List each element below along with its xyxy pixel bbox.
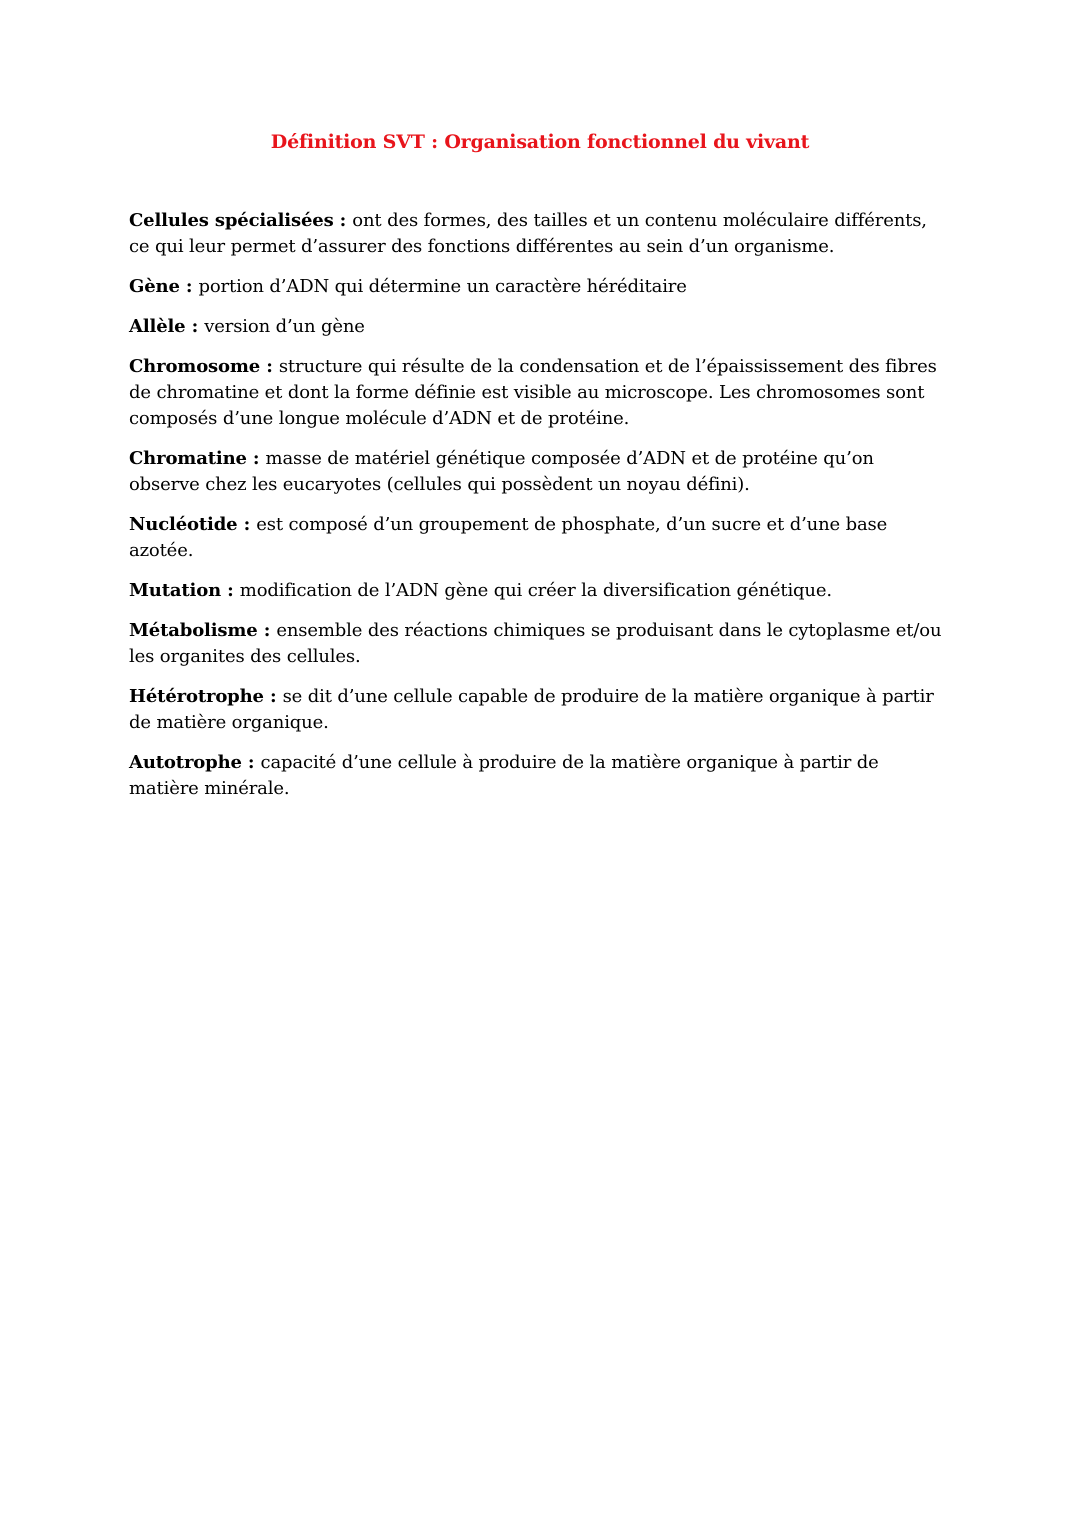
definition-term: Chromosome (129, 356, 261, 377)
definition-term: Allèle (129, 316, 186, 337)
definition-separator: : (221, 580, 240, 601)
definition-text: ensemble des réactions chimiques se produisant dans le cytoplasme et/ou les organites des cellules. (129, 620, 942, 667)
definition-item (129, 684, 949, 736)
definition-separator: : (263, 686, 283, 707)
definition-item (129, 354, 949, 432)
definition-separator: : (257, 620, 277, 641)
definition-term: Autotrophe (129, 752, 242, 773)
definition-text: masse de matériel génétique composée d’ADN et de protéine qu’on observe chez les eucaryotes (cellules qui possèdent un noyau défini). (129, 448, 874, 495)
definition-separator: : (246, 448, 266, 469)
definition-text: se dit d’une cellule capable de produire de la matière organique à partir de matière organique. (129, 686, 934, 733)
definition-term: Nucléotide (129, 514, 238, 535)
definition-text: portion d’ADN qui détermine un caractère héréditaire (198, 276, 687, 297)
definition-item (129, 618, 949, 670)
definition-list (129, 208, 949, 816)
definition-separator: : (237, 514, 257, 535)
definition-text: ont des formes, des tailles et un contenu moléculaire différents, ce qui leur permet d’assurer des fonctions différentes au sein d’un organisme. (129, 210, 927, 257)
definition-text: capacité d’une cellule à produire de la matière organique à partir de matière minérale. (129, 752, 879, 799)
definition-term: Métabolisme (129, 620, 258, 641)
definition-term: Hétérotrophe (129, 686, 264, 707)
definition-term: Cellules spécialisées (129, 210, 334, 231)
definition-separator: : (185, 316, 205, 337)
definition-item (129, 274, 949, 300)
definition-term: Gène (129, 276, 180, 297)
definition-item (129, 314, 949, 340)
definition-separator: : (260, 356, 279, 377)
definition-text: structure qui résulte de la condensation et de l’épaississement des fibres de chromatine et dont la forme définie est visible au microscope. Les chromosomes sont composés d’une longue molécule d’ADN et de protéine. (129, 356, 937, 429)
definition-item (129, 750, 949, 802)
definition-item (129, 208, 949, 260)
definition-item (129, 446, 949, 498)
definition-separator: : (241, 752, 261, 773)
definition-term: Mutation (129, 580, 222, 601)
definition-separator: : (333, 210, 353, 231)
definition-item (129, 512, 949, 564)
definition-text: est composé d’un groupement de phosphate, d’un sucre et d’une base azotée. (129, 514, 888, 561)
definition-term: Chromatine (129, 448, 247, 469)
definition-text: version d’un gène (204, 316, 365, 337)
definition-text: modification de l’ADN gène qui créer la diversification génétique. (239, 580, 832, 601)
page-title: Définition SVT : Organisation fonctionnel du vivant (270, 131, 810, 153)
definition-separator: : (179, 276, 199, 297)
definition-item (129, 578, 949, 604)
